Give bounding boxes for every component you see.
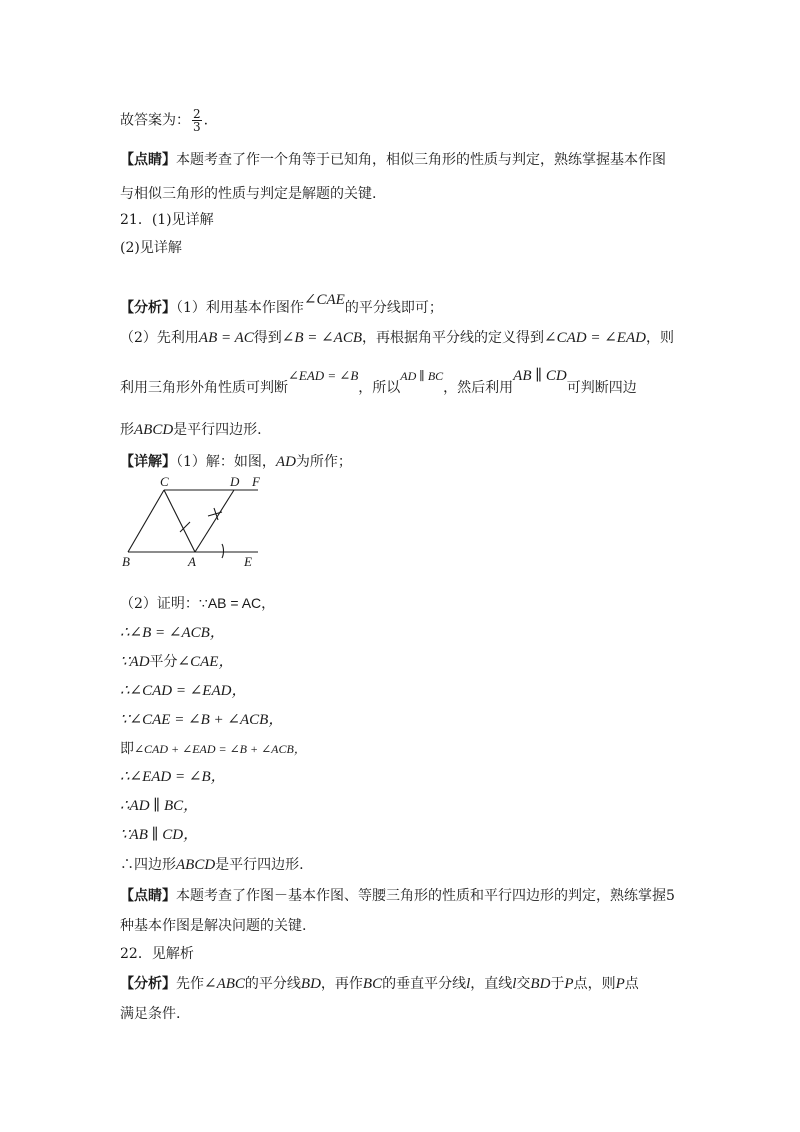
math-l: l [466, 976, 471, 992]
math-angle-eq: ∠CAD = ∠EAD [544, 330, 646, 346]
comment-2-line-2: 种基本作图是解决问题的关键. [120, 918, 307, 934]
analysis-text: ，再根据角平分线的定义得到 [362, 330, 545, 346]
analysis-text: 得到 [253, 330, 282, 346]
math-ab-eq-ac: AB = AC [198, 330, 254, 346]
segment-ca [164, 490, 195, 552]
analysis-text: 先作 [176, 976, 204, 992]
analysis-text: ，直线 [470, 976, 513, 992]
proof-line-10 [120, 855, 304, 875]
proof-text: ∴四边形 [120, 857, 176, 873]
math-bc: BC [362, 976, 383, 992]
proof-line-5: ∵∠CAE = ∠B + ∠ACB， [120, 712, 284, 728]
math-p: P [564, 976, 574, 992]
parallelogram-figure [118, 474, 278, 570]
label-b: B [122, 554, 130, 569]
segment-cb [128, 490, 164, 552]
q21-analysis-line-2 [120, 328, 674, 348]
detail-text: （1）解：如图， [176, 454, 276, 470]
label-e: E [244, 554, 252, 569]
comment-1-line-1 [120, 150, 666, 170]
proof-text: 即 [120, 741, 134, 757]
proof-text: 平分 [149, 654, 178, 670]
q21-analysis-line-1 [120, 292, 443, 318]
math-ad: AD [275, 454, 296, 470]
analysis-tag: 【分析】 [120, 976, 176, 992]
analysis-text: 形 [120, 422, 134, 438]
math-l: l [512, 976, 517, 992]
q21-sub2: (2)见详解 [120, 240, 182, 256]
math-bd: BD [300, 976, 321, 992]
analysis-text: ，然后利用 [443, 380, 514, 396]
analysis-text: ，再作 [320, 976, 363, 992]
q21-detail-line [120, 452, 352, 472]
comment-1-line-2: 与相似三角形的性质与判定是解题的关键. [120, 186, 377, 202]
segment-ad [195, 490, 234, 552]
answer-prefix: 故答案为： [120, 112, 190, 129]
q21-analysis-line-4 [120, 420, 262, 440]
proof-math: ∵AB = AC， [198, 595, 276, 611]
proof-line-4: ∴∠CAD = ∠EAD， [120, 683, 247, 699]
proof-line-3 [120, 652, 233, 672]
analysis-text: ，所以 [358, 380, 401, 396]
analysis-text: 可判断四边 [566, 380, 637, 396]
q21-analysis-line-3 [120, 368, 637, 398]
comment-tag: 【点睛】 [120, 888, 176, 904]
analysis-text: 的平分线 [244, 976, 301, 992]
analysis-text: 的垂直平分线 [382, 976, 467, 992]
analysis-text: 的平分线即可； [344, 300, 443, 316]
comment-2-line-1 [120, 886, 675, 906]
analysis-text: 利用三角形外角性质可判断 [120, 380, 288, 396]
math-abcd: ABCD [134, 422, 174, 438]
analysis-text: 是平行四边形. [173, 422, 262, 438]
fraction-numerator: 2 [193, 107, 201, 121]
analysis-text: （2）先利用 [120, 330, 199, 346]
label-f: F [252, 474, 260, 489]
analysis-text: 交 [516, 976, 531, 992]
math-p: P [615, 976, 625, 992]
proof-line-9: ∵AB ∥ CD， [120, 827, 199, 843]
detail-tag: 【详解】 [120, 454, 176, 470]
q22-analysis-line-2: 满足条件. [120, 1006, 181, 1022]
q21-header: 21．(1)见详解 [120, 212, 214, 228]
detail-text: 为所作； [295, 454, 352, 470]
q22-header: 22．见解析 [120, 946, 194, 962]
comment-text: 本题考查了作图－基本作图、等腰三角形的性质和平行四边形的判定，熟练掌握5 [176, 888, 675, 904]
analysis-text: （1）利用基本作图作 [176, 300, 304, 316]
math-bd: BD [530, 976, 551, 992]
answer-line [120, 108, 208, 133]
proof-line-2: ∴∠B = ∠ACB， [120, 625, 225, 641]
math-angle-eq: ∠EAD = ∠B [288, 368, 359, 383]
analysis-tag: 【分析】 [120, 300, 176, 316]
answer-suffix: . [203, 112, 209, 129]
proof-line-1 [120, 593, 275, 614]
proof-line-7: ∴∠EAD = ∠B， [120, 769, 226, 785]
label-c: C [160, 474, 169, 489]
analysis-text: 点 [624, 976, 639, 992]
proof-math: ∵AD [120, 654, 150, 670]
math-abcd: ABCD [176, 857, 216, 873]
analysis-text: 点，则 [573, 976, 616, 992]
analysis-text: 于 [550, 976, 565, 992]
label-a: A [188, 554, 196, 569]
comment-tag: 【点睛】 [120, 152, 176, 168]
math-angle-abc: ∠ABC [204, 976, 245, 992]
proof-line-6 [120, 739, 306, 759]
proof-text: （2）证明： [120, 596, 199, 612]
construction-arc [180, 522, 190, 532]
label-d: D [230, 474, 240, 489]
proof-line-8: ∴AD ∥ BC， [120, 798, 199, 814]
proof-math: ∠CAD + ∠EAD = ∠B + ∠ACB， [134, 742, 306, 756]
fraction-denominator: 3 [193, 120, 201, 134]
proof-text: 是平行四边形. [215, 857, 304, 873]
construction-arc [222, 544, 224, 558]
construction-arc [208, 508, 222, 520]
math-angle-cae: ∠CAE [303, 292, 345, 308]
math-angle-eq: ∠B = ∠ACB [281, 330, 363, 346]
q22-analysis-line-1 [120, 974, 639, 994]
comment-text: 本题考查了作一个角等于已知角，相似三角形的性质与判定，熟练掌握基本作图 [176, 152, 666, 168]
math-parallel: AD ∥ BC [400, 369, 444, 383]
analysis-text: ，则 [645, 330, 674, 346]
proof-math: ∠CAE， [177, 654, 234, 670]
math-parallel: AB ∥ CD [513, 368, 567, 384]
answer-fraction [192, 108, 202, 133]
